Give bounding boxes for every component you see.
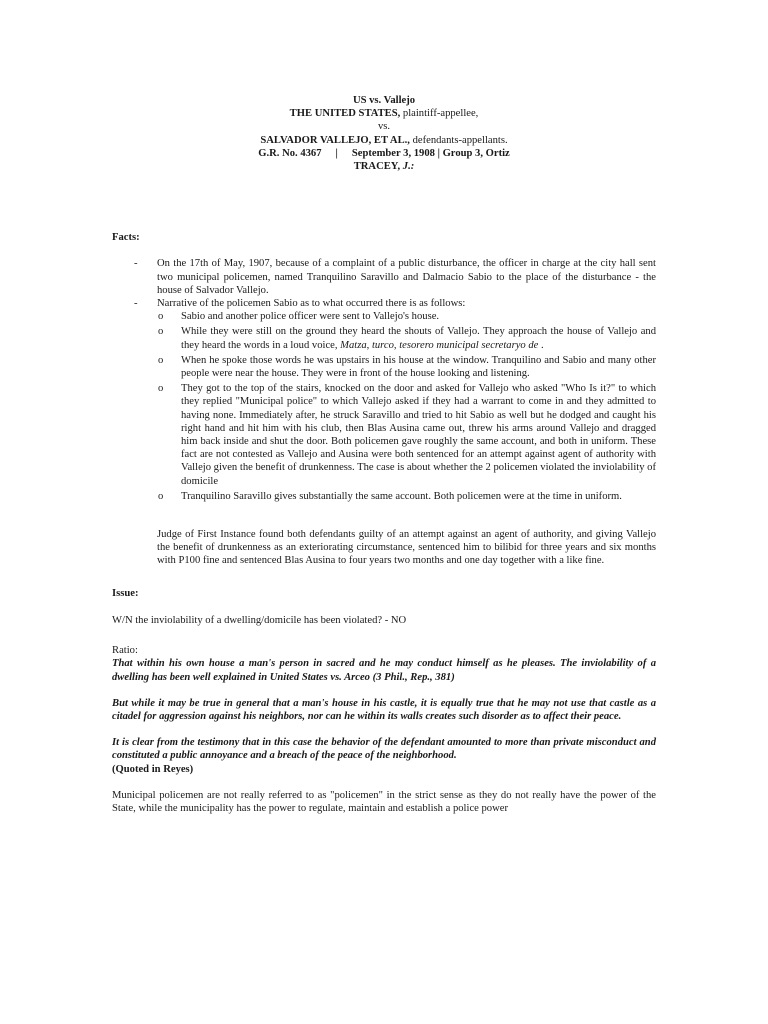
facts-item: - On the 17th of May, 1907, because of a complaint of a public disturbance, the officer in charge at the city hall sent two municipal policemen, named Tranquilino Saravillo and Dalmacio Sabio to the place of the disturbance - the house of Salvador Vallejo. xyxy=(134,258,656,296)
narrative-item: o When he spoke those words he was upstairs in his house at the window. Tranquilino and Sabio and many other people were near the house. They were in front of the house looking and listening. xyxy=(158,354,656,380)
versus-line: vs. xyxy=(377,121,391,133)
ponente-line: TRACEY, J.: xyxy=(353,161,415,173)
plaintiff-line: THE UNITED STATES, plaintiff-appellee, xyxy=(289,108,479,120)
narrative-item: o Tranquilino Saravillo gives substantially the same account. Both policemen were at the time in uniform. xyxy=(158,490,622,502)
narrative-item: o They got to the top of the stairs, knocked on the door and asked for Vallejo who asked "Who Is it?" to which they replied "Municipal police" to which Vallejo asked if they had a warrant to come in and they admitted to having none. Immediately after, he struck Saravillo and tried to hit Sabio as well but he dodged and caught his right hand and hit him with his club, then Blas Ausina came out, threw his arms around Vallejo and dragged him back inside and shut the door. Both policemen gave roughly the same account, and both in uniform. These fact are not contested as Vallejo and Ausina were both sentenced for an attempt against agent of authority with Vallejo given the benefit of drunkenness. The case is about whether the 2 policemen violated the inviolability of domicile xyxy=(158,383,656,487)
narrative-sublist xyxy=(157,310,656,503)
defendant-line: SALVADOR VALLEJO, ET AL., defendants-appellants. xyxy=(260,134,508,146)
ratio-heading: Ratio: xyxy=(112,645,138,657)
narrative-item: o While they were still on the ground they heard the shouts of Vallejo. They approach the house of Vallejo and they heard the words in a loud voice, Matza, turco, tesorero municipal secretaryo de . xyxy=(158,326,656,351)
case-header xyxy=(112,94,656,173)
case-short-title: US vs. Vallejo xyxy=(352,95,416,106)
case-number-line: G.R. No. 4367 | September 3, 1908 | Group 3, Ortiz xyxy=(258,147,510,159)
ratio-paragraph: But while it may be true in general that a man's house in his castle, it is equally true that he may not use that castle as a citadel for aggression against his neighbors, nor can he within its walls creates such disorder as to affect their peace. xyxy=(112,697,656,722)
ratio-paragraph: It is clear from the testimony that in this case the behavior of the defendant amounted to more than private misconduct and constituted a public annoyance and a breach of the peace of the neighborhood. xyxy=(112,737,656,762)
facts-heading: Facts: xyxy=(112,232,140,244)
issue-heading: Issue: xyxy=(112,587,139,599)
ratio-paragraph: That within his own house a man's person in sacred and he may conduct himself as he pleases. The inviolability of a dwelling has been well explained in United States vs. Arceo (3 Phil., Rep., 381) xyxy=(112,658,656,683)
facts-list xyxy=(112,257,656,503)
issue-statement: W/N the inviolability of a dwelling/domicile has been violated? - NO xyxy=(112,614,407,626)
facts-item: - Narrative of the policemen Sabio as to what occurred there is as follows: o Sabio and another police officer were sent to Vallejo's house. o While they were still on the ground they heard the shouts of Vallejo. They approach the house of Vallejo and they heard the words in a loud voice, Matza, turco, tesorero municipal secretaryo de . o When he spoke those words he was upstairs in his house at the window. Tranquilino and Sabio and many other people were near the house. They were in front of the house looking and listening. o They got to the top of the stairs, knocked on the door and asked for Vallejo who asked "Who Is it?" to which they replied "Municipal police" to which Vallejo asked if they had a warrant to come in and they admitted to having none. Immediately after, he struck Saravillo and tried to hit Sabio as well but he dodged and caught his right hand and hit him with his club, then Blas Ausina came out, threw his arms around Vallejo and dragged him back inside and shut the door. Both policemen gave roughly the same account, and both in uniform. These fact are not contested as Vallejo and Ausina were both sentenced for an attempt against agent of authority with Vallejo given the benefit of drunkenness. The case is about whether the 2 policemen violated the inviolability of domicile o Tranquilino Saravillo gives substantially the same account. Both policemen were at the time in uniform. xyxy=(134,298,656,502)
narrative-item: o Sabio and another police officer were sent to Vallejo's house. xyxy=(158,311,440,323)
quoted-note: (Quoted in Reyes) xyxy=(112,763,194,775)
lower-court-ruling: Judge of First Instance found both defendants guilty of an attempt against an agent of authority, and giving Vallejo the benefit of drunkenness as an exteriorating circumstance, sentenced him to bilibid for three years and six months with P100 fine and sentenced Blas Ausina to four years two months and one day together with a like fine. xyxy=(157,529,656,567)
municipal-police-paragraph: Municipal policemen are not really referred to as "policemen" in the strict sense as they do not really have the power of the State, while the municipality has the power to regulate, maintain and establish a police power xyxy=(112,789,656,814)
